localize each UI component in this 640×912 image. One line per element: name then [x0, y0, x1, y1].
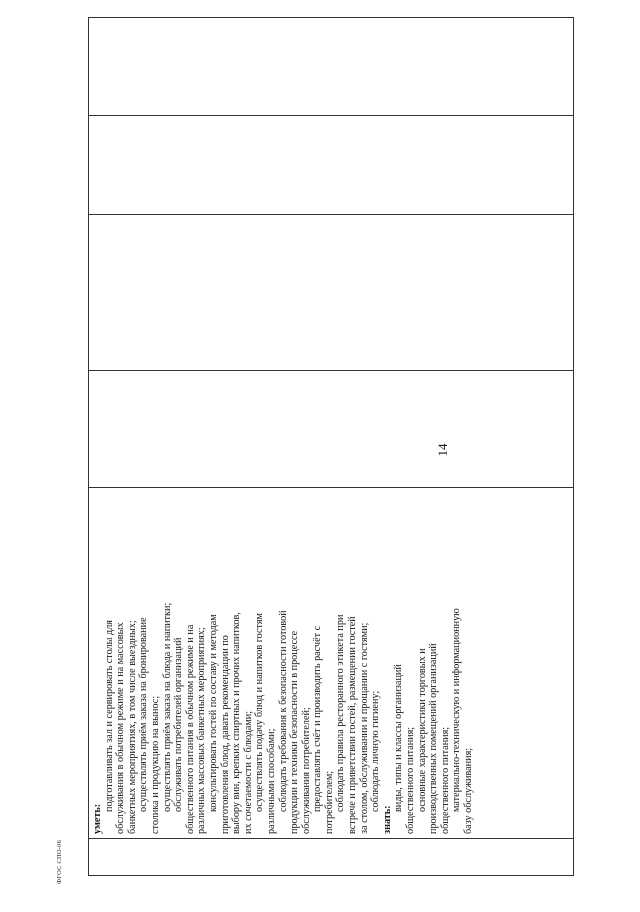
landscape-table: [88, 32, 574, 876]
skills-line: общественного питания в обычном режиме и на: [184, 624, 196, 834]
knowledge-line: базу обслуживания;: [463, 747, 474, 834]
skills-line: обслуживать потребителей организаций: [173, 637, 185, 812]
skills-line: выбору вин, крепких спиртных и прочих напитков,: [231, 612, 243, 834]
knowledge-line: общественного питания;: [439, 726, 451, 834]
skills-line: обслуживания потребителей;: [300, 707, 312, 834]
knowledge-line: общественного питания;: [405, 726, 417, 834]
skills-list: [104, 492, 382, 834]
skills-line: обслуживания в обычном режиме и на массовых: [115, 622, 127, 834]
skills-line: консультировать гостей по составу и методам: [207, 614, 219, 812]
skills-line: подготавливать зал и сервировать столы для: [103, 620, 115, 812]
skills-knowledge-cell: [89, 488, 574, 839]
skills-line: осуществлять приём заказа на бронирование: [138, 617, 150, 812]
skills-line: различных массовых банкетных мероприятиях;: [196, 627, 208, 834]
skills-line: различными способами;: [265, 728, 277, 834]
skills-line: приготовления блюд, давать рекомендации по: [219, 635, 231, 834]
footer-code: ФГОС СПО-06: [56, 839, 63, 885]
page-number: 14: [435, 443, 450, 457]
skills-line: их сочетаемости с блюдами;: [242, 710, 254, 834]
empty-cell-3: [89, 215, 574, 371]
skills-line: продукции и техники безопасности в процессе: [289, 630, 301, 834]
knowledge-heading: знать:: [381, 805, 393, 834]
empty-cell-2: [89, 371, 574, 488]
skills-line: соблюдать правила ресторанного этикета при: [335, 614, 347, 812]
skills-line: соблюдать личную гигиену;: [370, 690, 382, 812]
knowledge-line: виды, типы и классы организаций: [393, 664, 405, 812]
skills-heading: уметь:: [92, 803, 103, 834]
table-row: [89, 18, 574, 876]
knowledge-line: основные характеристики торговых и: [416, 648, 428, 812]
skills-line: потребителем;: [323, 770, 335, 834]
skills-line: предоставлять счёт и производить расчёт с: [312, 625, 324, 812]
skills-line: осуществлять подачу блюд и напитков гостям: [254, 613, 266, 812]
skills-line: за столом, обслуживании и прощании с гостями;: [358, 622, 370, 834]
rotated-table-container: [88, 32, 574, 876]
competency-table: [88, 17, 574, 876]
skills-line: столика и продукцию на вынос;: [149, 695, 161, 834]
empty-cell-index: [89, 839, 574, 876]
knowledge-line: производственных помещений организаций: [428, 643, 440, 834]
skills-line: соблюдать требования к безопасности готовой: [277, 610, 289, 812]
skills-line: встрече и приветствии гостей, размещении гостей: [347, 616, 359, 834]
empty-cell-4: [89, 116, 574, 215]
skills-line: банкетных мероприятиях, в том числе выездных;: [126, 620, 138, 834]
knowledge-line: материально-техническую и информационную: [451, 608, 463, 812]
empty-cell-5: [89, 18, 574, 116]
knowledge-list: [393, 492, 474, 834]
skills-line: осуществлять приём заказа на блюда и напитки;: [161, 602, 173, 812]
